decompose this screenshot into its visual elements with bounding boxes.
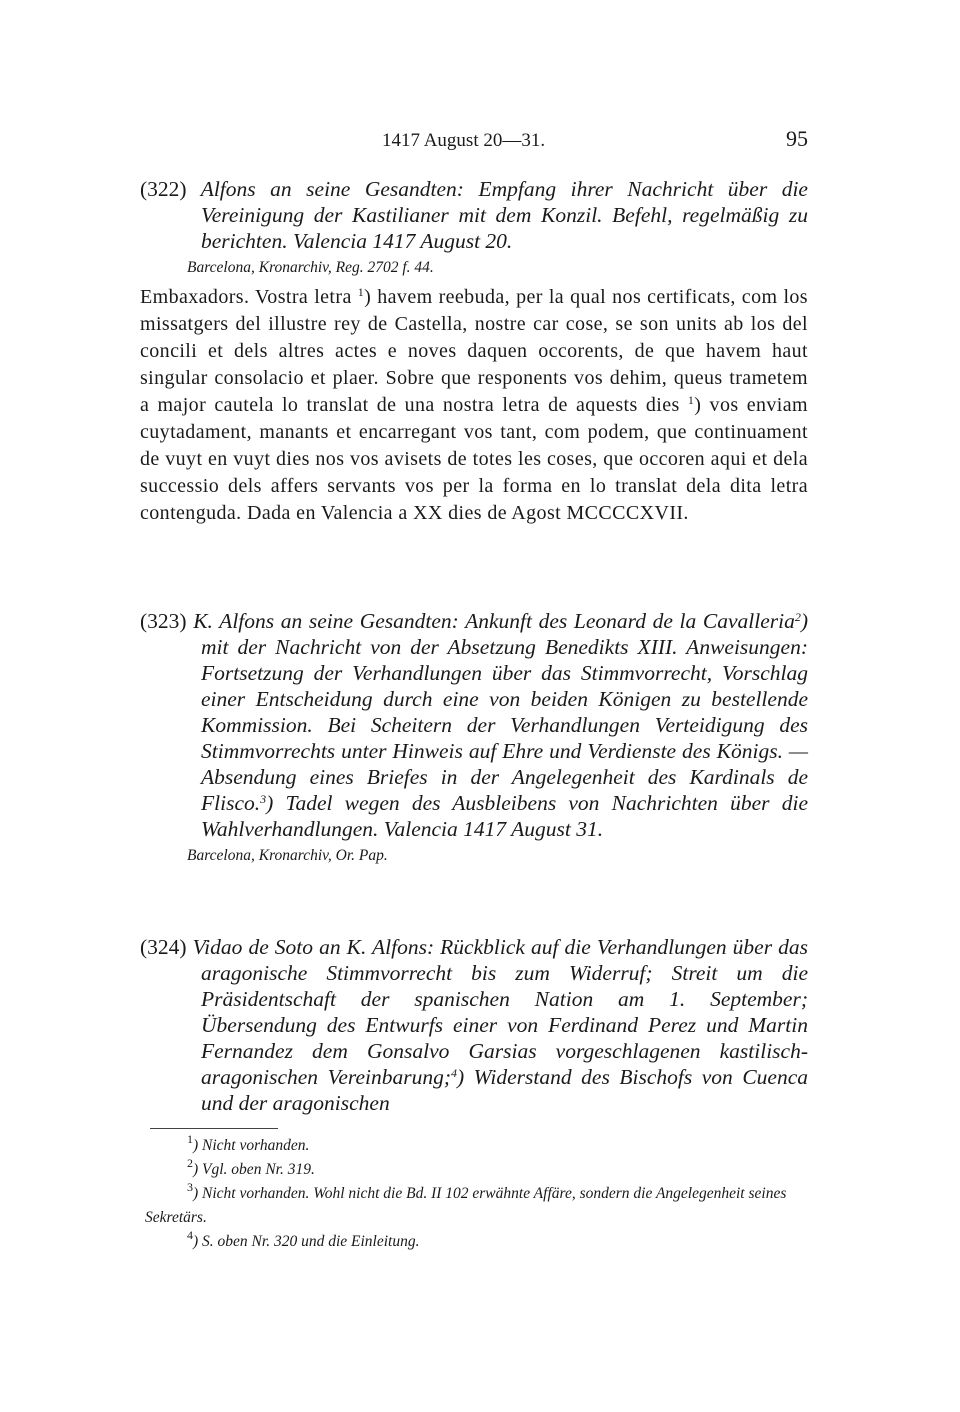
- running-head: [140, 126, 808, 160]
- footnote-text: ) Vgl. oben Nr. 319.: [193, 1161, 315, 1178]
- footnote-divider: [150, 1128, 278, 1129]
- footnote-text: ) Nicht vorhanden.: [193, 1137, 310, 1154]
- footnote-text: ) Nicht vorhanden. Wohl nicht die Bd. II 102 erwähnte Affäre, sondern die Angelegenheit seines Sekretärs.: [145, 1185, 787, 1226]
- body-text: ) havem reebuda, per la qual nos certificats, com los missatgers del illustre rey de Castella, nostre car cose, se son units ab los del concili et dels altres actes e noves daquen occorents, de que havem haut singular consolacio et plaer. Sobre que responents vos dehim, queus trametem a major cautela lo translat de una nostra letra de aquests dies: [140, 286, 808, 416]
- entry-heading-text: ) Tadel wegen des Ausbleibens von Nachrichten über die Wahlverhandlungen. Valencia 1417 August 31.: [201, 791, 808, 841]
- entry-324: [140, 934, 808, 1116]
- running-head-title: 1417 August 20—31.: [382, 130, 546, 151]
- footnote-mark: 4: [187, 1228, 193, 1242]
- footnote-mark: 3: [187, 1180, 193, 1194]
- entry-number: (324): [140, 935, 187, 959]
- footnote-ref: 2: [794, 610, 801, 624]
- footnote-ref: 3: [260, 792, 267, 806]
- entry-heading: [140, 176, 808, 254]
- footnote: [145, 1134, 813, 1158]
- footnote-mark: 2: [187, 1156, 193, 1170]
- footnote-ref: 1: [357, 285, 365, 299]
- entry-heading-text: ) Widerstand des Bischofs von Cuenca und der aragonischen: [201, 1065, 808, 1115]
- footnote-ref: 4: [450, 1066, 457, 1080]
- footnotes: [145, 1134, 813, 1254]
- entry-heading-text: Vidao de Soto an K. Alfons: Rückblick auf die Verhandlungen über das aragonische Stimmvorrecht bis zum Widerruf; Streit um die Präsidentschaft der spanischen Nation am 1. September; Übersendung des Entwurfs einer von Ferdinand Perez und Martin Fernandez dem Gonsalvo Garsias vorgeschlagenen kastilisch-aragonischen Vereinbarung;: [192, 935, 809, 1089]
- body-text: Embaxadors. Vostra letra: [140, 286, 352, 308]
- entry-source: Barcelona, Kronarchiv, Or. Pap.: [187, 847, 388, 864]
- entry-number: (323): [140, 609, 187, 633]
- page-number: 95: [786, 126, 808, 151]
- footnote: [145, 1182, 813, 1230]
- body-text: ) vos enviam cuytadament, manants et encarregant vos tant, com podem, que continuament de vuyt en vuyt dies nos vos avisets de totes les coses, que occoren aqui et dela successio dels affers servants vos per la forma en lo translat dela dita letra contenguda. Dada en Valencia a XX dies de Agost MCCCCXVII.: [140, 394, 808, 524]
- entry-body: [140, 284, 808, 527]
- footnote-ref: 1: [687, 393, 695, 407]
- entry-number: (322): [140, 177, 187, 201]
- entry-323: [140, 608, 808, 866]
- footnote: [145, 1230, 813, 1254]
- footnote-text: ) S. oben Nr. 320 und die Einleitung.: [193, 1233, 420, 1250]
- entry-heading-text: K. Alfons an seine Gesandten: Ankunft des Leonard de la Cavalleria: [193, 609, 795, 633]
- entry-heading-text: Alfons an seine Gesandten: Empfang ihrer Nachricht über die Vereinigung der Kastilianer mit dem Konzil. Befehl, regelmäßig zu berichten. Valencia 1417 August 20.: [200, 177, 808, 253]
- entry-heading-text: ) mit der Nachricht von der Absetzung Benedikts XIII. Anweisungen: Fortsetzung der Verhandlungen über das Stimmvorrecht, Vorschlag einer Entscheidung durch eine von beiden Königen zu bestellende Kommission. Bei Scheitern der Verhandlungen Verteidigung des Stimmvorrechts unter Hinweis auf Ehre und Verdienste des Königs. — Absendung eines Briefes in der Angelegenheit des Kardinals de Flisco.: [201, 609, 808, 815]
- footnote-mark: 1: [187, 1132, 193, 1146]
- entry-source: Barcelona, Kronarchiv, Reg. 2702 f. 44.: [187, 259, 434, 276]
- entry-322: [140, 176, 808, 527]
- entry-heading: [140, 934, 808, 1116]
- entry-heading: [140, 608, 808, 842]
- footnote: [145, 1158, 813, 1182]
